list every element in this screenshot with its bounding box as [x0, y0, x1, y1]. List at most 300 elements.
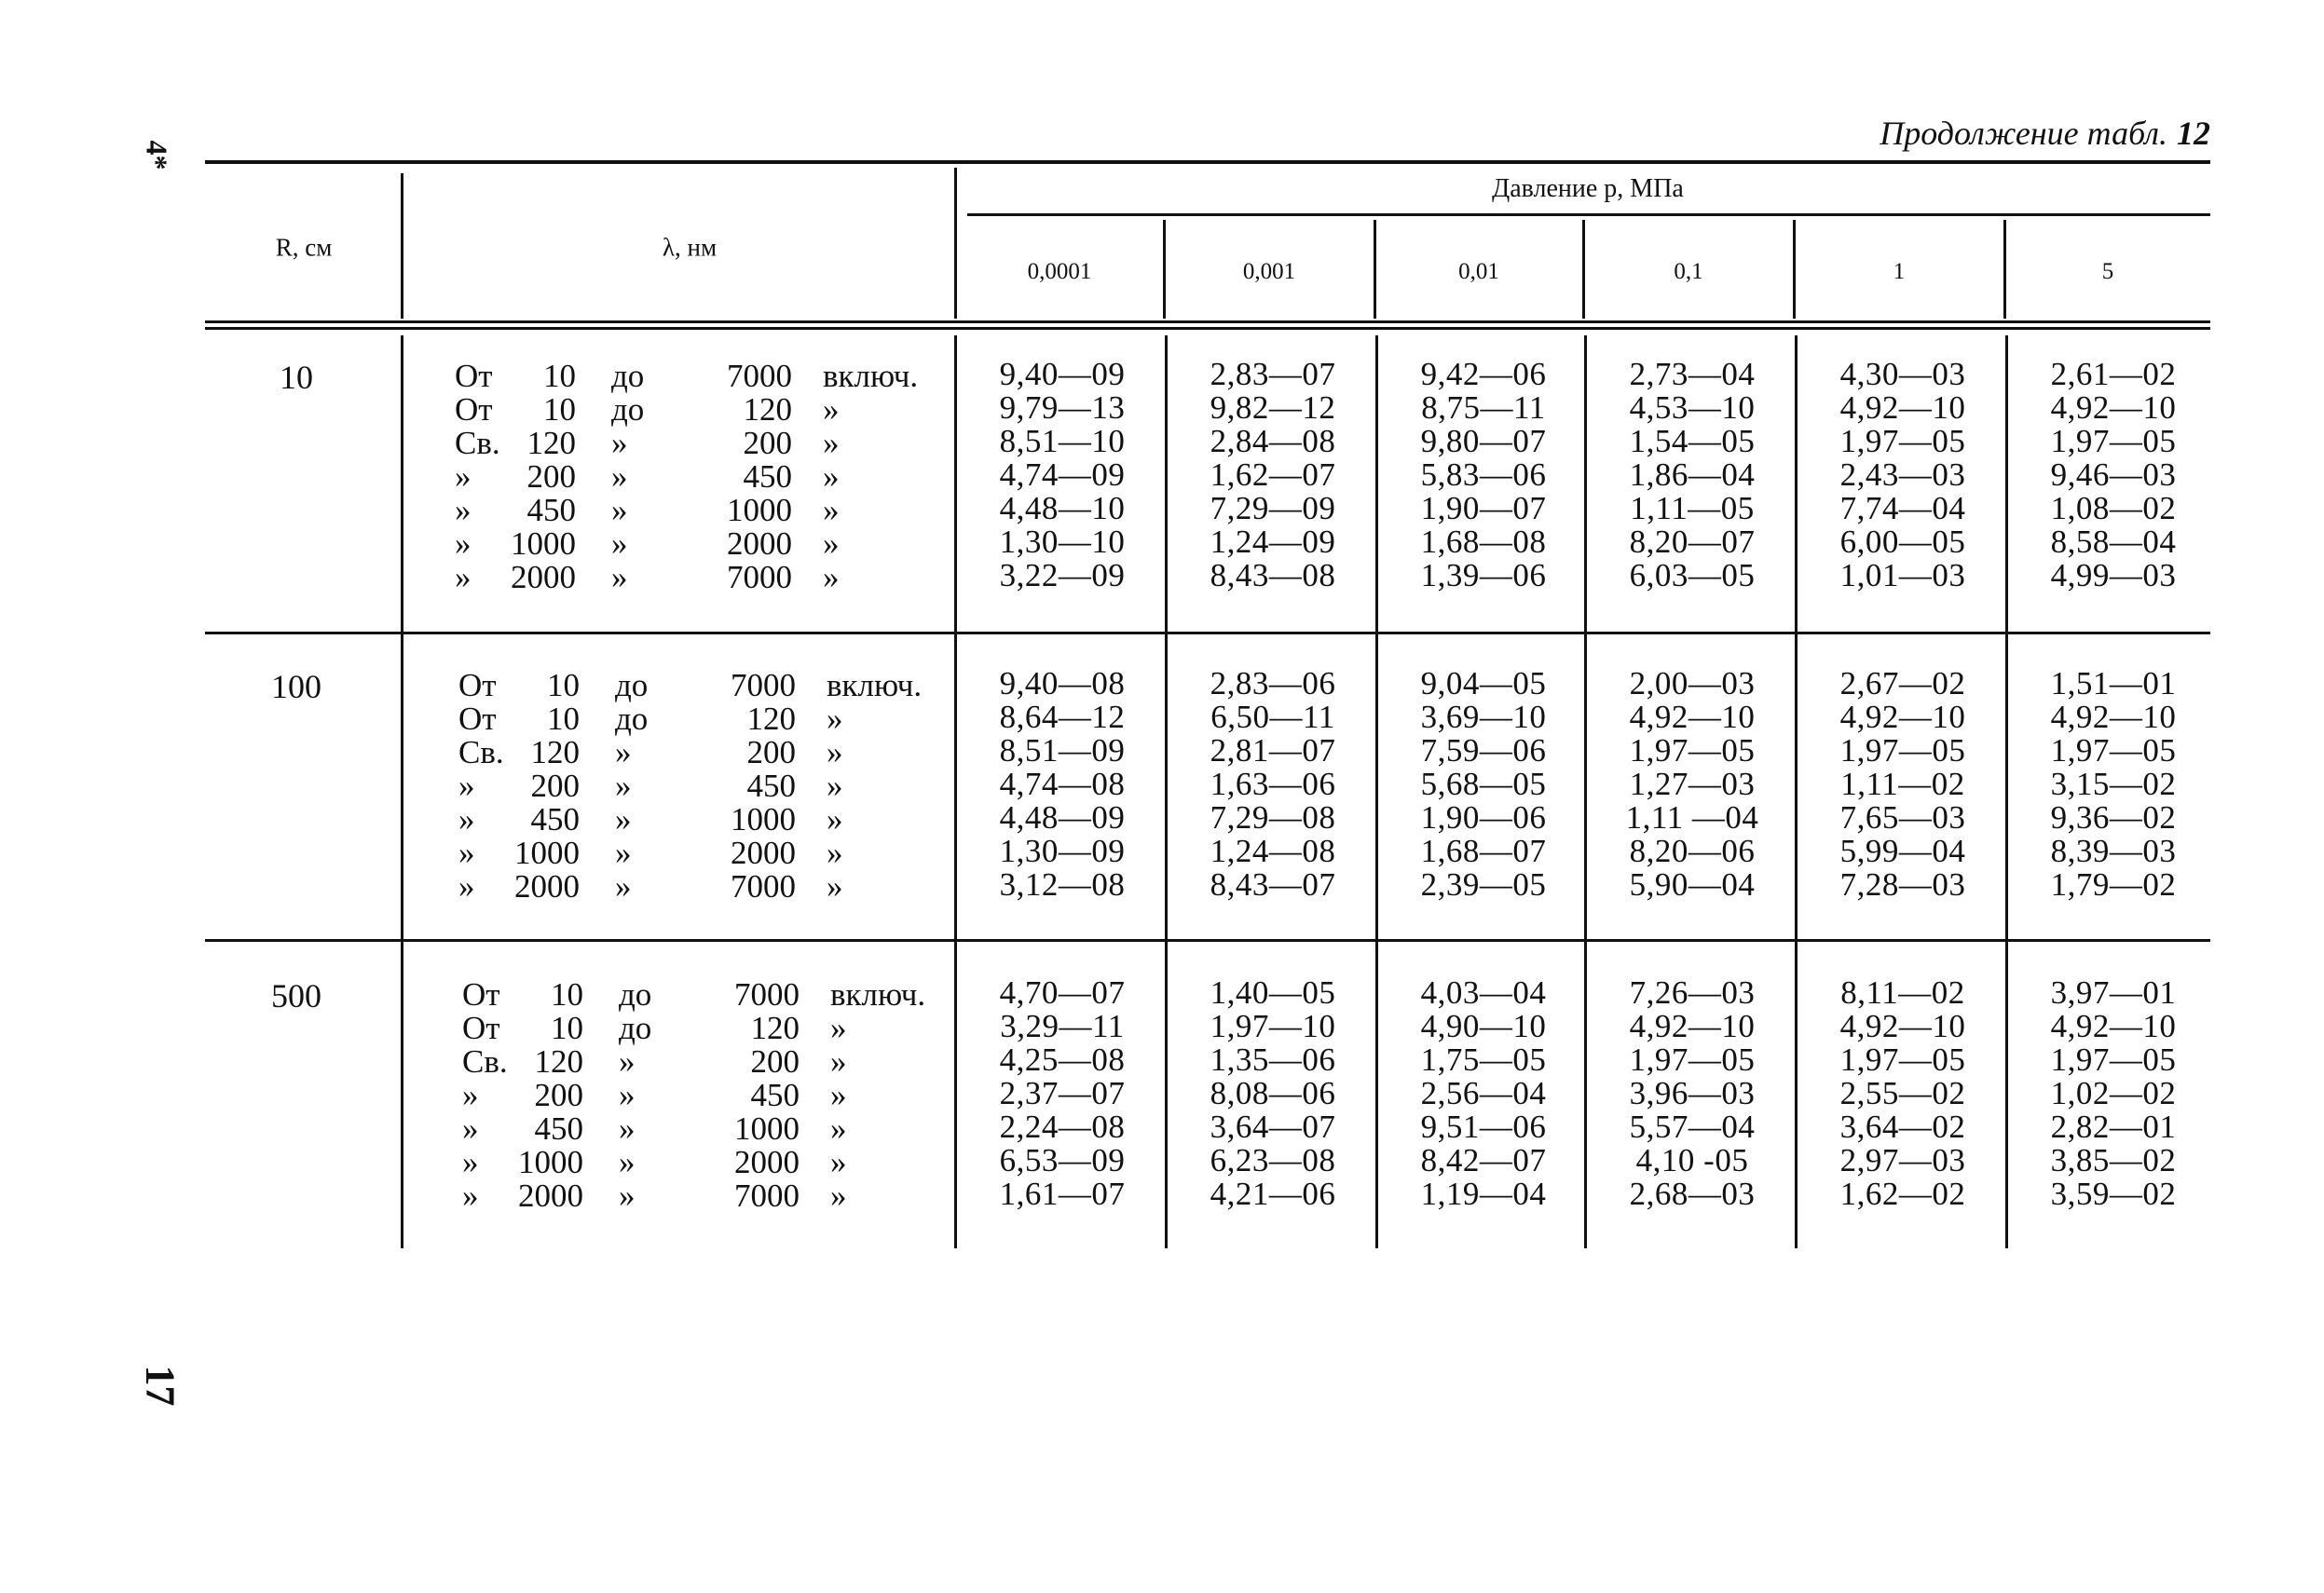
group-rule-1	[205, 632, 2210, 634]
group-rule-2	[205, 939, 2210, 942]
range-token: »	[830, 1043, 847, 1080]
range-token: »	[827, 734, 843, 770]
value-cell: 9,82—12	[1210, 389, 1336, 426]
value-cell: 3,97—01	[2050, 974, 2177, 1011]
range-token: »	[827, 768, 843, 804]
value-cell: 4,48—09	[999, 799, 1126, 836]
range-token: »	[827, 801, 843, 837]
range-row	[458, 736, 915, 769]
header-lambda: λ, нм	[662, 233, 718, 262]
value-cell: 5,68—05	[1420, 766, 1547, 802]
pressure-col-header: 0,01	[1458, 259, 1499, 284]
value-cell: 8,39—03	[2050, 833, 2177, 869]
vrule-body-lambda	[954, 335, 957, 1248]
value-cell: 9,46—03	[2050, 456, 2177, 493]
value-cell: 2,56—04	[1420, 1075, 1547, 1111]
value-cell: 2,82—01	[2050, 1109, 2177, 1145]
range-token: Св.	[455, 425, 500, 461]
value-cell: 2,37—07	[999, 1075, 1126, 1111]
vrule-header-c3	[1582, 220, 1585, 319]
r-value: 100	[271, 668, 321, 705]
range-token: 200	[750, 1043, 800, 1080]
range-token: »	[462, 1144, 479, 1180]
pressure-value-column	[960, 667, 1165, 902]
range-token: 200	[526, 458, 576, 495]
value-cell: 8,20—06	[1629, 833, 1756, 869]
range-row	[458, 837, 915, 870]
range-token: »	[830, 1010, 847, 1046]
value-cell: 1,24—09	[1210, 524, 1336, 560]
range-row	[462, 1079, 919, 1112]
value-cell: 4,03—04	[1420, 974, 1547, 1011]
value-cell: 4,92—10	[2050, 699, 2177, 735]
range-token: 10	[547, 701, 580, 737]
value-cell: 4,92—10	[1839, 699, 1966, 735]
value-cell: 1,35—06	[1210, 1042, 1336, 1078]
range-token: 2000	[518, 1178, 583, 1214]
value-cell: 9,40—09	[999, 356, 1126, 392]
value-cell: 1,54—05	[1629, 423, 1756, 459]
value-cell: 3,96—03	[1629, 1075, 1756, 1111]
range-token: От	[462, 1010, 500, 1046]
value-cell: 2,61—02	[2050, 356, 2177, 392]
value-cell: 7,28—03	[1839, 866, 1966, 903]
vrule-body-c1	[1165, 335, 1168, 1248]
value-cell: 9,04—05	[1420, 665, 1547, 701]
value-cell: 5,57—04	[1629, 1109, 1756, 1145]
value-cell: 2,68—03	[1629, 1176, 1756, 1212]
value-cell: 7,65—03	[1839, 799, 1966, 836]
value-cell: 1,62—02	[1839, 1176, 1966, 1212]
range-token: 2000	[511, 559, 576, 595]
value-cell: 2,39—05	[1420, 866, 1547, 903]
range-row	[462, 1146, 919, 1179]
range-token: »	[619, 1077, 636, 1113]
range-token: включ.	[830, 976, 926, 1013]
value-cell: 1,90—07	[1420, 490, 1547, 526]
range-token: »	[455, 559, 472, 595]
value-cell: 1,97—05	[1629, 1042, 1756, 1078]
value-cell: 6,50—11	[1210, 699, 1335, 735]
value-cell: 1,97—05	[2050, 1042, 2177, 1078]
range-token: 7000	[734, 1178, 800, 1214]
top-rule	[205, 160, 2210, 164]
range-token: 2000	[727, 525, 792, 562]
header-r: R, см	[275, 233, 333, 262]
range-token: 10	[551, 976, 583, 1013]
value-cell: 1,08—02	[2050, 490, 2177, 526]
vrule-header-c2	[1374, 220, 1376, 319]
range-token: 450	[746, 768, 796, 804]
range-token: Св.	[462, 1043, 508, 1080]
range-token: »	[611, 525, 628, 562]
range-token: »	[827, 835, 843, 871]
value-cell: 5,90—04	[1629, 866, 1756, 903]
value-cell: 1,97—05	[2050, 423, 2177, 459]
pressure-col-header: 1	[1893, 259, 1906, 284]
value-cell: 8,51—09	[999, 732, 1126, 769]
range-row	[455, 358, 919, 394]
range-token: От	[458, 667, 497, 703]
margin-mark: 4*	[140, 140, 174, 170]
range-token: »	[830, 1110, 847, 1147]
value-cell: 1,62—07	[1210, 456, 1336, 493]
value-cell: 1,51—01	[2050, 665, 2177, 701]
range-token: »	[823, 458, 840, 495]
value-cell: 1,01—03	[1839, 557, 1966, 593]
value-cell: 2,24—08	[999, 1109, 1126, 1145]
value-cell: 8,43—08	[1210, 557, 1336, 593]
range-token: включ.	[823, 358, 919, 394]
value-cell: 4,92—10	[2050, 1008, 2177, 1044]
pressure-value-column	[1381, 976, 1586, 1211]
value-cell: 4,90—10	[1420, 1008, 1547, 1044]
range-token: »	[611, 492, 628, 528]
r-value: 10	[280, 359, 313, 396]
range-token: »	[830, 1077, 847, 1113]
range-token: 450	[530, 801, 580, 837]
value-cell: 1,11 —04	[1625, 799, 1759, 836]
value-cell: 8,58—04	[2050, 524, 2177, 560]
range-token: 10	[543, 358, 576, 394]
value-cell: 1,97—05	[1839, 1042, 1966, 1078]
pressure-value-column	[2011, 976, 2216, 1211]
pressure-value-column	[1590, 667, 1795, 902]
value-cell: 2,83—07	[1210, 356, 1336, 392]
r-value: 500	[271, 977, 321, 1014]
range-row	[462, 1012, 919, 1045]
value-cell: 8,42—07	[1420, 1142, 1547, 1178]
range-token: »	[619, 1110, 636, 1147]
value-cell: 2,81—07	[1210, 732, 1336, 769]
value-cell: 2,00—03	[1629, 665, 1756, 701]
value-cell: 4,92—10	[1629, 699, 1756, 735]
range-token: 1000	[731, 801, 796, 837]
value-cell: 1,24—08	[1210, 833, 1336, 869]
range-token: 120	[750, 1010, 800, 1046]
range-row	[455, 494, 911, 527]
range-row	[462, 1179, 919, 1213]
range-token: »	[615, 835, 632, 871]
pressure-value-column	[1800, 358, 2005, 592]
caption-number: 12	[2177, 115, 2210, 152]
range-token: »	[823, 525, 840, 562]
range-token: »	[619, 1178, 636, 1214]
value-cell: 2,55—02	[1839, 1075, 1966, 1111]
range-row	[455, 561, 911, 594]
range-token: »	[458, 835, 475, 871]
value-cell: 6,23—08	[1210, 1142, 1336, 1178]
range-token: 450	[534, 1110, 583, 1147]
range-row	[462, 976, 926, 1013]
pressure-value-column	[1800, 667, 2005, 902]
value-cell: 7,74—04	[1839, 490, 1966, 526]
value-cell: 9,79—13	[999, 389, 1126, 426]
value-cell: 1,79—02	[2050, 866, 2177, 903]
value-cell: 4,70—07	[999, 974, 1126, 1011]
value-cell: 4,74—08	[999, 766, 1126, 802]
wavelength-range-cell	[455, 358, 919, 595]
range-token: »	[615, 734, 632, 770]
range-token: »	[462, 1110, 479, 1147]
range-token: 120	[530, 734, 580, 770]
range-token: до	[611, 391, 645, 428]
range-token: »	[458, 868, 475, 905]
range-token: »	[823, 492, 840, 528]
vrule-header-c1	[1163, 220, 1166, 319]
value-cell: 1,61—07	[999, 1176, 1126, 1212]
value-cell: 7,29—08	[1210, 799, 1336, 836]
value-cell: 4,25—08	[999, 1042, 1126, 1078]
range-token: до	[615, 667, 649, 703]
value-cell: 1,90—06	[1420, 799, 1547, 836]
value-cell: 9,36—02	[2050, 799, 2177, 836]
value-cell: 4,92—10	[1839, 1008, 1966, 1044]
value-cell: 7,26—03	[1629, 974, 1756, 1011]
range-token: 200	[534, 1077, 583, 1113]
range-row	[458, 769, 915, 803]
wavelength-range-cell	[458, 667, 923, 905]
range-token: 10	[547, 667, 580, 703]
value-cell: 4,21—06	[1210, 1176, 1336, 1212]
value-cell: 6,53—09	[999, 1142, 1126, 1178]
range-row	[455, 527, 911, 561]
value-cell: 4,48—10	[999, 490, 1126, 526]
value-cell: 4,10 -05	[1635, 1142, 1749, 1178]
range-token: 2000	[731, 835, 796, 871]
range-token: включ.	[827, 667, 923, 703]
value-cell: 3,12—08	[999, 866, 1126, 903]
range-token: 200	[743, 425, 792, 461]
wavelength-range-cell	[462, 976, 926, 1214]
value-cell: 9,80—07	[1420, 423, 1547, 459]
value-cell: 1,39—06	[1420, 557, 1547, 593]
pressure-value-column	[1381, 667, 1586, 902]
range-token: »	[455, 525, 472, 562]
range-token: »	[827, 868, 843, 905]
value-cell: 9,42—06	[1420, 356, 1547, 392]
value-cell: 3,22—09	[999, 557, 1126, 593]
range-token: »	[458, 768, 475, 804]
header-pressure: Давление p, МПа	[1492, 174, 1684, 203]
range-token: »	[827, 701, 843, 737]
range-token: »	[615, 801, 632, 837]
value-cell: 1,97—05	[1839, 423, 1966, 459]
value-cell: 2,97—03	[1839, 1142, 1966, 1178]
value-cell: 4,53—10	[1629, 389, 1756, 426]
value-cell: 3,64—02	[1839, 1109, 1966, 1145]
pressure-col-header: 0,1	[1674, 259, 1703, 284]
value-cell: 4,92—10	[1839, 389, 1966, 426]
range-token: »	[615, 868, 632, 905]
range-token: От	[462, 976, 500, 1013]
range-token: 450	[526, 492, 576, 528]
pressure-value-column	[960, 976, 1165, 1211]
value-cell: 1,86—04	[1629, 456, 1756, 493]
value-cell: 3,29—11	[1000, 1008, 1125, 1044]
range-token: 7000	[727, 559, 792, 595]
range-token: 120	[743, 391, 792, 428]
value-cell: 5,83—06	[1420, 456, 1547, 493]
range-token: »	[619, 1144, 636, 1180]
value-cell: 1,68—08	[1420, 524, 1547, 560]
range-token: »	[611, 425, 628, 461]
range-token: 450	[750, 1077, 800, 1113]
range-token: 10	[551, 1010, 583, 1046]
pressure-value-column	[1170, 667, 1375, 902]
range-token: 7000	[731, 667, 796, 703]
pressure-value-column	[2011, 667, 2216, 902]
value-cell: 1,40—05	[1210, 974, 1336, 1011]
vrule-body-c2	[1375, 335, 1378, 1248]
range-token: 1000	[727, 492, 792, 528]
pressure-subrule	[967, 213, 2210, 216]
value-cell: 7,29—09	[1210, 490, 1336, 526]
range-token: От	[455, 358, 493, 394]
range-token: 2000	[734, 1144, 800, 1180]
value-cell: 1,97—10	[1210, 1008, 1336, 1044]
value-cell: 3,85—02	[2050, 1142, 2177, 1178]
range-token: 10	[543, 391, 576, 428]
value-cell: 1,68—07	[1420, 833, 1547, 869]
value-cell: 3,15—02	[2050, 766, 2177, 802]
page-number: 17	[137, 1365, 184, 1407]
value-cell: 3,59—02	[2050, 1176, 2177, 1212]
value-cell: 1,97—05	[2050, 732, 2177, 769]
range-token: 200	[746, 734, 796, 770]
range-token: 7000	[727, 358, 792, 394]
value-cell: 9,51—06	[1420, 1109, 1547, 1145]
range-token: »	[462, 1178, 479, 1214]
range-row	[458, 803, 915, 837]
range-token: 1000	[511, 525, 576, 562]
range-token: до	[619, 1010, 652, 1046]
range-row	[458, 870, 915, 904]
range-token: »	[619, 1043, 636, 1080]
value-cell: 2,84—08	[1210, 423, 1336, 459]
range-row	[455, 460, 911, 494]
vrule-header-lambda	[954, 168, 957, 319]
vrule-body-c4	[1795, 335, 1798, 1248]
pressure-value-column	[960, 358, 1165, 592]
value-cell: 8,64—12	[999, 699, 1126, 735]
range-token: 1000	[518, 1144, 583, 1180]
range-token: 1000	[734, 1110, 800, 1147]
value-cell: 8,51—10	[999, 423, 1126, 459]
pressure-value-column	[2011, 358, 2216, 592]
range-row	[462, 1045, 919, 1079]
range-token: до	[611, 358, 645, 394]
range-token: 1000	[514, 835, 580, 871]
value-cell: 6,00—05	[1839, 524, 1966, 560]
pressure-value-column	[1170, 358, 1375, 592]
pressure-col-header: 0,001	[1242, 259, 1296, 284]
range-token: »	[462, 1077, 479, 1113]
pressure-value-column	[1381, 358, 1586, 592]
pressure-value-column	[1590, 976, 1795, 1211]
range-token: 2000	[514, 868, 580, 905]
value-cell: 9,40—08	[999, 665, 1126, 701]
value-cell: 1,19—04	[1420, 1176, 1547, 1212]
range-token: »	[830, 1178, 847, 1214]
range-token: От	[458, 701, 497, 737]
pressure-col-header: 0,0001	[1027, 259, 1092, 284]
value-cell: 4,92—10	[1629, 1008, 1756, 1044]
range-token: 7000	[734, 976, 800, 1013]
vrule-header-c4	[1793, 220, 1796, 319]
range-row	[455, 393, 911, 427]
value-cell: 1,30—09	[999, 833, 1126, 869]
range-token: до	[615, 701, 649, 737]
vrule-header-r	[401, 173, 403, 319]
value-cell: 1,02—02	[2050, 1075, 2177, 1111]
value-cell: 2,73—04	[1629, 356, 1756, 392]
value-cell: 3,69—10	[1420, 699, 1547, 735]
value-cell: 7,59—06	[1420, 732, 1547, 769]
range-row	[458, 702, 915, 736]
value-cell: 1,75—05	[1420, 1042, 1547, 1078]
range-row	[462, 1112, 919, 1146]
range-token: 120	[746, 701, 796, 737]
value-cell: 3,64—07	[1210, 1109, 1336, 1145]
range-token: до	[619, 976, 652, 1013]
range-token: »	[611, 458, 628, 495]
header-rule-2	[205, 327, 2210, 330]
range-token: От	[455, 391, 493, 428]
range-token: 450	[743, 458, 792, 495]
table-caption	[1880, 114, 2210, 153]
range-token: »	[611, 559, 628, 595]
value-cell: 6,03—05	[1629, 557, 1756, 593]
range-token: 7000	[731, 868, 796, 905]
range-token: »	[455, 492, 472, 528]
value-cell: 2,67—02	[1839, 665, 1966, 701]
value-cell: 8,43—07	[1210, 866, 1336, 903]
range-token: »	[615, 768, 632, 804]
vrule-body-r	[401, 335, 403, 1248]
range-token: 120	[526, 425, 576, 461]
value-cell: 8,08—06	[1210, 1075, 1336, 1111]
range-token: 120	[534, 1043, 583, 1080]
pressure-value-column	[1590, 358, 1795, 592]
value-cell: 1,30—10	[999, 524, 1126, 560]
pressure-col-header: 5	[2101, 259, 2114, 284]
value-cell: 2,83—06	[1210, 665, 1336, 701]
caption-text: Продолжение табл.	[1880, 115, 2167, 152]
value-cell: 1,63—06	[1210, 766, 1336, 802]
pressure-value-column	[1800, 976, 2005, 1211]
range-token: »	[830, 1144, 847, 1180]
value-cell: 1,97—05	[1839, 732, 1966, 769]
value-cell: 8,11—02	[1840, 974, 1965, 1011]
value-cell: 8,75—11	[1421, 389, 1546, 426]
pressure-value-column	[1170, 976, 1375, 1211]
value-cell: 2,43—03	[1839, 456, 1966, 493]
value-cell: 4,99—03	[2050, 557, 2177, 593]
value-cell: 1,11—05	[1630, 490, 1755, 526]
header-rule-1	[205, 320, 2210, 323]
value-cell: 4,92—10	[2050, 389, 2177, 426]
value-cell: 8,20—07	[1629, 524, 1756, 560]
range-token: »	[823, 425, 840, 461]
value-cell: 1,11—02	[1840, 766, 1965, 802]
value-cell: 1,27—03	[1629, 766, 1756, 802]
range-row	[458, 667, 923, 703]
range-token: 200	[530, 768, 580, 804]
value-cell: 4,74—09	[999, 456, 1126, 493]
vrule-header-c5	[2003, 220, 2006, 319]
range-token: »	[455, 458, 472, 495]
